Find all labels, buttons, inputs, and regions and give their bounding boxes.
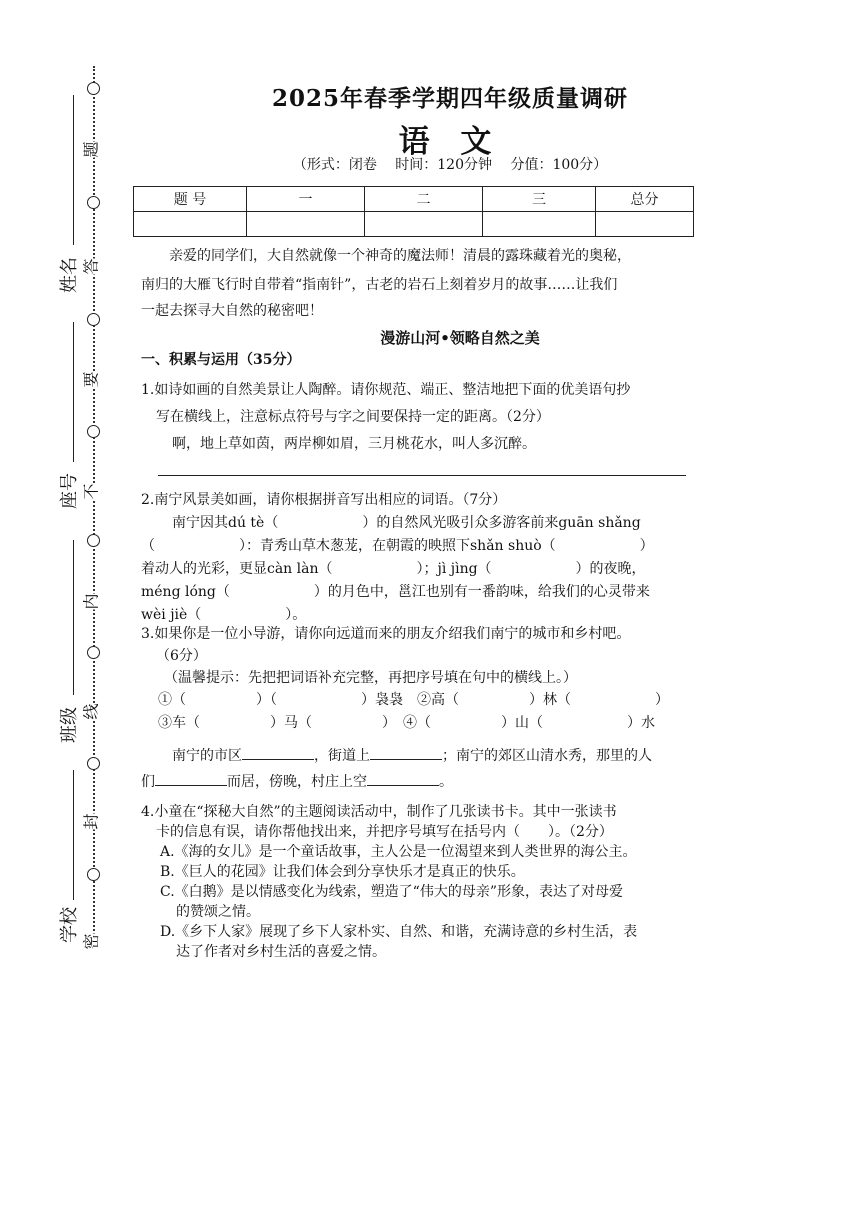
q2-line: 南宁因其dú tè（ ）的自然风光吸引众多游客前来guān shǎng xyxy=(172,515,641,531)
q3-options: ①（ ）（ ）袅袅 ②高（ ）林（ ） xyxy=(158,692,669,708)
seal-word: 要 xyxy=(79,371,102,387)
q3-fill-text: 而居，傍晚，村庄上空 xyxy=(227,774,367,790)
q3-line: （6分） xyxy=(156,648,207,664)
q3-blank[interactable] xyxy=(242,759,314,760)
section-title: 漫游山河•领略自然之美 xyxy=(380,329,540,347)
q4-line: 4.小童在“探秘大自然”的主题阅读活动中，制作了几张读书卡。其中一张读书 xyxy=(141,804,617,820)
q2-line: wèi jiè（ ）。 xyxy=(141,607,307,623)
q2-line: méng lóng（ ）的月色中，邕江也别有一番韵味，给我们的心灵带来 xyxy=(141,584,650,600)
score-cell[interactable] xyxy=(365,212,483,237)
seal-word: 密 xyxy=(79,933,102,949)
seal-circle xyxy=(87,757,100,770)
seal-word: 封 xyxy=(79,813,102,829)
q4-line: 卡的信息有误，请你帮他找出来，并把序号填写在括号内（ ）。（2分） xyxy=(156,824,613,840)
q2-line: （ ）：青秀山草木葱茏，在朝霞的映照下shǎn shuò（ ） xyxy=(141,538,654,554)
score-header-cell: 题 号 xyxy=(134,187,247,212)
q2-line: 2.南宁风景美如画，请你根据拼音写出相应的词语。（7分） xyxy=(141,492,507,508)
q3-options: ③车（ ）马（ ） ④（ ）山（ ）水 xyxy=(158,715,655,731)
score-header-cell: 二 xyxy=(365,187,483,212)
q4-option-c: C.《白鹅》是以情感变化为线索，塑造了“伟大的母亲”形象，表达了对母爱 xyxy=(160,884,623,900)
q3-fill-text: 。 xyxy=(439,774,453,790)
score-table xyxy=(133,186,694,237)
q3-blank[interactable] xyxy=(367,785,439,786)
score-table-value-row xyxy=(134,212,694,237)
score-table-header-row xyxy=(134,187,694,212)
score-cell[interactable] xyxy=(596,212,694,237)
seal-circle xyxy=(87,425,100,438)
part-heading: 一、积累与运用（35分） xyxy=(141,352,301,368)
q3-line: 3.如果你是一位小导游，请你向远道而来的朋友介绍我们南宁的城市和乡村吧。 xyxy=(141,626,631,642)
subject-title: 语 文 xyxy=(398,124,502,160)
q1-answer-line[interactable] xyxy=(158,475,686,476)
q3-blank[interactable] xyxy=(155,785,227,786)
seal-circle xyxy=(87,196,100,209)
q3-fill-text: ；南宁的郊区山清水秀，那里的人 xyxy=(442,748,652,764)
seal-word: 线 xyxy=(79,703,102,719)
q1-line: 1.如诗如画的自然美景让人陶醉。请你规范、端正、整洁地把下面的优美语句抄 xyxy=(141,382,631,398)
q3-fill-text: 南宁的市区 xyxy=(172,748,242,764)
seal-word: 题 xyxy=(79,141,102,157)
q4-option-d: D.《乡下人家》展现了乡下人家朴实、自然、和谐，充满诗意的乡村生活，表 xyxy=(160,924,638,940)
seat-label: 座号 xyxy=(59,473,80,509)
score-cell[interactable] xyxy=(134,212,247,237)
intro-line: 南归的大雁飞行时自带着“指南针”，古老的岩石上刻着岁月的故事……让我们 xyxy=(141,277,618,293)
q4-option-c: 的赞颂之情。 xyxy=(176,904,260,920)
q3-fill-text: ，街道上 xyxy=(314,748,370,764)
q3-blank[interactable] xyxy=(370,759,442,760)
q3-fill-text: 们 xyxy=(141,774,155,790)
school-field[interactable] xyxy=(73,770,74,900)
seal-word: 不 xyxy=(79,483,102,499)
class-field[interactable] xyxy=(73,540,74,695)
seal-word: 内 xyxy=(79,593,102,609)
class-label: 班级 xyxy=(59,707,80,743)
score-cell[interactable] xyxy=(483,212,596,237)
q3-hint: （温馨提示：先把把词语补充完整，再把序号填在句中的横线上。） xyxy=(164,670,577,686)
intro-line: 一起去探寻大自然的秘密吧！ xyxy=(141,303,323,319)
score-header-cell: 一 xyxy=(247,187,365,212)
seal-word: 答 xyxy=(79,258,102,274)
school-label: 学校 xyxy=(59,907,80,943)
exam-meta: （形式：闭卷 时间：120分钟 分值：100分） xyxy=(292,157,608,173)
intro-line: 亲爱的同学们，大自然就像一个神奇的魔法师！清晨的露珠藏着光的奥秘， xyxy=(169,248,631,264)
seal-circle xyxy=(87,313,100,326)
name-label: 姓名 xyxy=(59,257,80,293)
q4-option-b: B.《巨人的花园》让我们体会到分享快乐才是真正的快乐。 xyxy=(160,864,525,880)
seal-circle xyxy=(87,868,100,881)
q4-option-d: 达了作者对乡村生活的喜爱之情。 xyxy=(176,944,386,960)
score-cell[interactable] xyxy=(247,212,365,237)
q4-option-a: A.《海的女儿》是一个童话故事，主人公是一位渴望来到人类世界的海公主。 xyxy=(160,844,637,860)
q2-line: 着动人的光彩，更显càn làn（ ）；jì jìng（ ）的夜晚， xyxy=(141,561,646,577)
score-header-cell: 总分 xyxy=(596,187,694,212)
q1-line: 写在横线上，注意标点符号与字之间要保持一定的距离。（2分） xyxy=(156,409,550,425)
seal-circle xyxy=(87,534,100,547)
q1-sentence: 啊，地上草如茵，两岸柳如眉，三月桃花水，叫人多沉醉。 xyxy=(172,436,536,452)
seal-circle xyxy=(87,646,100,659)
q3-fill-line xyxy=(141,770,453,794)
score-header-cell: 三 xyxy=(483,187,596,212)
exam-title: 2025年春季学期四年级质量调研 xyxy=(271,85,628,112)
q3-fill-line xyxy=(172,744,652,768)
